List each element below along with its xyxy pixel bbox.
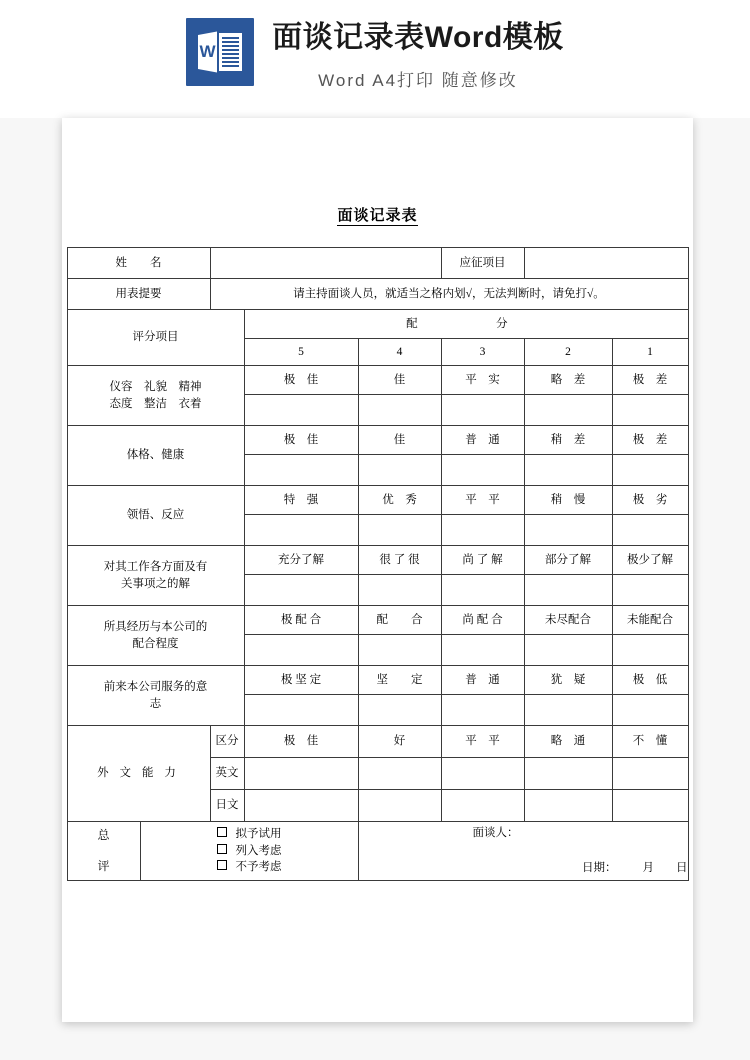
interviewer-date-block bbox=[358, 822, 688, 881]
table-row-allocation-header bbox=[67, 310, 688, 339]
criterion-4-option-0: 极 配 合 bbox=[244, 606, 358, 635]
language-2-mark-2[interactable] bbox=[441, 790, 524, 822]
criterion-0-option-3: 略 差 bbox=[524, 366, 612, 395]
summary-label-line-2: 评 bbox=[97, 859, 110, 873]
criterion-4-option-2: 尚 配 合 bbox=[441, 606, 524, 635]
allocation-label bbox=[244, 310, 688, 339]
criterion-label-5-line-0: 前来本公司服务的意 bbox=[103, 680, 208, 693]
criterion-3-option-3: 部分了解 bbox=[524, 546, 612, 575]
criterion-0-option-2: 平 实 bbox=[441, 366, 524, 395]
criterion-1-option-4: 极 差 bbox=[612, 426, 688, 455]
position-value-cell[interactable] bbox=[524, 248, 688, 279]
criterion-4-mark-1[interactable] bbox=[358, 635, 441, 666]
checkbox-icon[interactable] bbox=[217, 844, 227, 854]
table-row-criterion-options bbox=[67, 666, 688, 695]
criterion-3-mark-4[interactable] bbox=[612, 575, 688, 606]
criterion-2-mark-2[interactable] bbox=[441, 515, 524, 546]
language-2-mark-1[interactable] bbox=[358, 790, 441, 822]
banner-title: 面谈记录表Word模板 bbox=[272, 21, 564, 54]
date-day: 日 bbox=[676, 862, 688, 874]
criterion-1-mark-2[interactable] bbox=[441, 455, 524, 486]
language-0-option-4: 不 懂 bbox=[612, 726, 688, 758]
language-2-mark-3[interactable] bbox=[524, 790, 612, 822]
criterion-label-4 bbox=[67, 606, 244, 666]
language-1-mark-3[interactable] bbox=[524, 758, 612, 790]
criterion-1-mark-1[interactable] bbox=[358, 455, 441, 486]
criterion-4-mark-4[interactable] bbox=[612, 635, 688, 666]
criterion-label-4-line-1: 配合程度 bbox=[132, 637, 179, 650]
criterion-5-option-1: 坚 定 bbox=[358, 666, 441, 695]
checkbox-icon[interactable] bbox=[217, 860, 227, 870]
allocation-label-2: 分 bbox=[496, 317, 526, 330]
criterion-3-option-1: 很 了 很 bbox=[358, 546, 441, 575]
table-row-language-header bbox=[67, 726, 688, 758]
table-row-criterion-options bbox=[67, 486, 688, 515]
language-sub-label-2: 日文 bbox=[210, 790, 244, 822]
allocation-label-1: 配 bbox=[406, 317, 436, 330]
criterion-label-1 bbox=[67, 426, 244, 486]
criterion-3-mark-0[interactable] bbox=[244, 575, 358, 606]
criterion-5-option-4: 极 低 bbox=[612, 666, 688, 695]
interviewer-label: 面谈人： bbox=[472, 827, 519, 840]
date-label: 日期： bbox=[582, 862, 617, 874]
checkbox-row-2[interactable] bbox=[141, 859, 358, 876]
criterion-0-option-1: 佳 bbox=[358, 366, 441, 395]
note-label: 用表提要 bbox=[67, 279, 210, 310]
criterion-5-mark-1[interactable] bbox=[358, 695, 441, 726]
criterion-1-option-3: 稍 差 bbox=[524, 426, 612, 455]
svg-text:W: W bbox=[199, 42, 216, 61]
language-0-option-1: 好 bbox=[358, 726, 441, 758]
score-number-2: 2 bbox=[524, 339, 612, 366]
criterion-5-mark-0[interactable] bbox=[244, 695, 358, 726]
criterion-3-mark-2[interactable] bbox=[441, 575, 524, 606]
score-number-3: 3 bbox=[441, 339, 524, 366]
criterion-3-mark-3[interactable] bbox=[524, 575, 612, 606]
language-1-mark-0[interactable] bbox=[244, 758, 358, 790]
page-title-text: 面谈记录表 bbox=[337, 208, 418, 224]
table-row-name bbox=[67, 248, 688, 279]
checkbox-label-1: 列入考虑 bbox=[235, 844, 282, 857]
criterion-label-2 bbox=[67, 486, 244, 546]
criterion-1-mark-4[interactable] bbox=[612, 455, 688, 486]
criterion-label-5-line-1: 志 bbox=[149, 697, 162, 710]
criterion-label-5 bbox=[67, 666, 244, 726]
table-row-criterion-options bbox=[67, 426, 688, 455]
criterion-2-mark-1[interactable] bbox=[358, 515, 441, 546]
word-logo-icon bbox=[186, 18, 254, 86]
criterion-4-option-1: 配 合 bbox=[358, 606, 441, 635]
criterion-4-option-3: 未尽配合 bbox=[524, 606, 612, 635]
banner-inner bbox=[186, 18, 564, 91]
score-number-5: 5 bbox=[244, 339, 358, 366]
language-1-mark-2[interactable] bbox=[441, 758, 524, 790]
criterion-label-0 bbox=[67, 366, 244, 426]
criterion-0-mark-0[interactable] bbox=[244, 395, 358, 426]
criterion-2-option-3: 稍 慢 bbox=[524, 486, 612, 515]
banner-subtitle: Word A4打印 随意修改 bbox=[318, 71, 518, 90]
name-label: 姓 名 bbox=[67, 248, 210, 279]
criterion-1-mark-3[interactable] bbox=[524, 455, 612, 486]
checkbox-row-1[interactable] bbox=[141, 843, 358, 860]
criterion-label-4-line-0: 所具经历与本公司的 bbox=[103, 620, 208, 633]
summary-label-line-1: 总 bbox=[97, 827, 110, 842]
criterion-1-option-2: 普 通 bbox=[441, 426, 524, 455]
summary-label bbox=[67, 822, 140, 881]
checkbox-icon[interactable] bbox=[217, 827, 227, 837]
criterion-2-mark-3[interactable] bbox=[524, 515, 612, 546]
criterion-0-mark-4[interactable] bbox=[612, 395, 688, 426]
table-row-footer bbox=[67, 822, 688, 881]
criterion-4-mark-3[interactable] bbox=[524, 635, 612, 666]
score-number-1: 1 bbox=[612, 339, 688, 366]
language-2-mark-0[interactable] bbox=[244, 790, 358, 822]
criterion-3-mark-1[interactable] bbox=[358, 575, 441, 606]
language-1-mark-1[interactable] bbox=[358, 758, 441, 790]
criterion-5-option-2: 普 通 bbox=[441, 666, 524, 695]
criterion-0-option-4: 极 差 bbox=[612, 366, 688, 395]
criterion-2-mark-4[interactable] bbox=[612, 515, 688, 546]
criterion-2-option-0: 特 强 bbox=[244, 486, 358, 515]
score-item-label: 评分项目 bbox=[67, 310, 244, 366]
language-sub-label-0: 区分 bbox=[210, 726, 244, 758]
word-document-glyph bbox=[196, 28, 244, 76]
date-month: 月 bbox=[642, 862, 654, 874]
name-value-cell[interactable] bbox=[210, 248, 441, 279]
interview-record-table bbox=[67, 247, 689, 881]
criterion-label-3-line-0: 对其工作各方面及有 bbox=[103, 560, 208, 573]
table-row-note bbox=[67, 279, 688, 310]
criterion-5-mark-4[interactable] bbox=[612, 695, 688, 726]
criterion-2-mark-0[interactable] bbox=[244, 515, 358, 546]
criterion-4-option-4: 未能配合 bbox=[612, 606, 688, 635]
page-canvas bbox=[0, 118, 750, 1060]
page-title bbox=[62, 204, 693, 225]
criterion-0-mark-1[interactable] bbox=[358, 395, 441, 426]
criterion-4-mark-0[interactable] bbox=[244, 635, 358, 666]
criterion-label-0-line-0: 仪容 礼貌 精神 bbox=[109, 380, 202, 393]
criterion-0-mark-2[interactable] bbox=[441, 395, 524, 426]
language-0-option-2: 平 平 bbox=[441, 726, 524, 758]
score-number-4: 4 bbox=[358, 339, 441, 366]
criterion-3-option-2: 尚 了 解 bbox=[441, 546, 524, 575]
criterion-2-option-4: 极 劣 bbox=[612, 486, 688, 515]
language-label: 外 文 能 力 bbox=[67, 726, 210, 822]
criterion-0-mark-3[interactable] bbox=[524, 395, 612, 426]
banner-text-block bbox=[272, 18, 564, 91]
language-0-option-3: 略 通 bbox=[524, 726, 612, 758]
language-2-mark-4[interactable] bbox=[612, 790, 688, 822]
criterion-2-option-2: 平 平 bbox=[441, 486, 524, 515]
criterion-0-option-0: 极 佳 bbox=[244, 366, 358, 395]
language-1-mark-4[interactable] bbox=[612, 758, 688, 790]
criterion-label-3 bbox=[67, 546, 244, 606]
criterion-5-option-3: 犹 疑 bbox=[524, 666, 612, 695]
table-row-criterion-options bbox=[67, 366, 688, 395]
date-line[interactable] bbox=[359, 860, 688, 877]
language-sub-label-1: 英文 bbox=[210, 758, 244, 790]
criterion-3-option-0: 充分了解 bbox=[244, 546, 358, 575]
summary-checkbox-group bbox=[140, 822, 358, 881]
criterion-3-option-4: 极少了解 bbox=[612, 546, 688, 575]
checkbox-label-2: 不予考虑 bbox=[235, 861, 282, 874]
table-row-criterion-options bbox=[67, 546, 688, 575]
criterion-label-1-line-0: 体格、健康 bbox=[126, 449, 185, 462]
promo-banner bbox=[0, 0, 750, 118]
criterion-label-3-line-1: 关事项之的解 bbox=[121, 577, 190, 590]
criterion-4-mark-2[interactable] bbox=[441, 635, 524, 666]
position-label: 应征项目 bbox=[441, 248, 524, 279]
criterion-label-2-line-0: 领悟、反应 bbox=[126, 509, 185, 522]
checkbox-label-0: 拟予试用 bbox=[235, 827, 282, 840]
table-row-criterion-options bbox=[67, 606, 688, 635]
criterion-1-option-1: 佳 bbox=[358, 426, 441, 455]
criterion-5-mark-2[interactable] bbox=[441, 695, 524, 726]
criterion-label-0-line-1: 态度 整洁 衣着 bbox=[109, 397, 202, 410]
criterion-5-mark-3[interactable] bbox=[524, 695, 612, 726]
criterion-1-option-0: 极 佳 bbox=[244, 426, 358, 455]
criterion-1-mark-0[interactable] bbox=[244, 455, 358, 486]
checkbox-row-0[interactable] bbox=[141, 826, 358, 843]
criterion-2-option-1: 优 秀 bbox=[358, 486, 441, 515]
criterion-5-option-0: 极 坚 定 bbox=[244, 666, 358, 695]
language-0-option-0: 极 佳 bbox=[244, 726, 358, 758]
document-sheet bbox=[62, 118, 693, 1022]
note-text: 请主持面谈人员，就适当之格内划√，无法判断时，请免打√。 bbox=[210, 279, 688, 310]
